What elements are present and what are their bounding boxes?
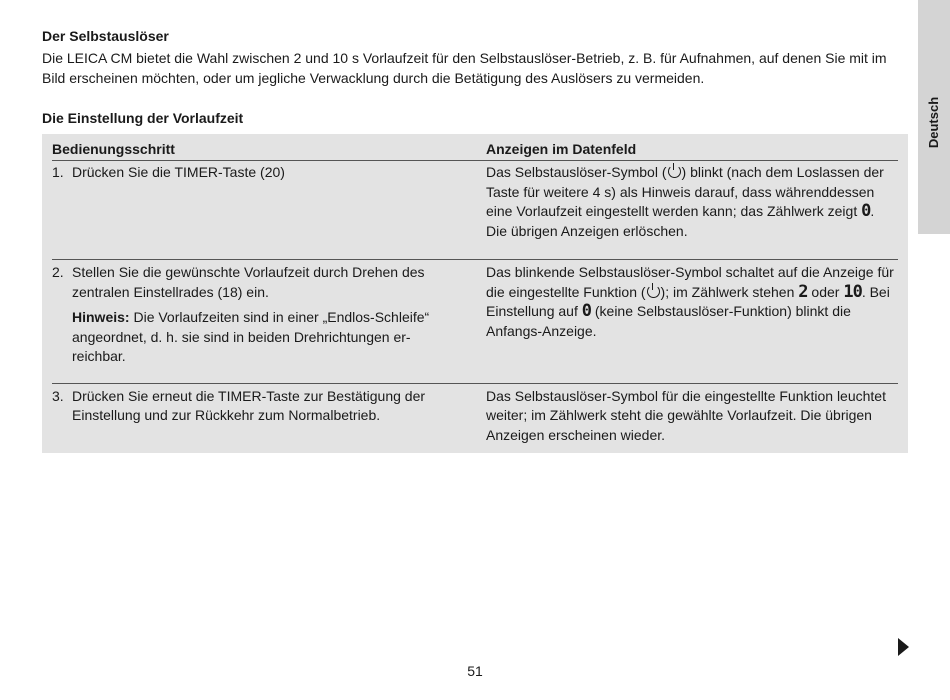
table-row	[52, 161, 898, 259]
step-text: Drücken Sie erneut die TIMER-Taste zur Bestätigung der Einstellung und zur Rückkehr zum Normalbetrieb.	[72, 387, 426, 423]
step-note	[72, 308, 448, 367]
display-text: . Die übrigen Anzeigen erlöschen.	[486, 203, 875, 239]
display-text: Das Selbstauslöser-Symbol (	[486, 164, 667, 180]
header-display: Anzeigen im Datenfeld	[486, 141, 637, 157]
self-timer-icon	[668, 165, 681, 178]
counter-digit: 10	[843, 281, 862, 302]
display-text: Das Selbstauslöser-Symbol für die eingestellte Funktion leuchtet weiter; im Zählwerk steht die gewählte Vorlaufzeit. Die übrigen Anzeigen erscheinen wieder.	[486, 387, 886, 443]
display-cell	[486, 163, 898, 241]
step-content	[72, 263, 448, 367]
main-content	[42, 26, 908, 453]
display-text: ); im Zählwerk stehen	[660, 283, 799, 300]
instruction-table	[42, 134, 908, 453]
counter-digit: 2	[798, 281, 808, 302]
self-timer-icon	[647, 285, 660, 298]
counter-digit: 0	[861, 201, 871, 221]
step-number: 3.	[52, 387, 64, 404]
display-text: ) blinkt (nach dem Loslassen der Taste für weitere 4 s) als Hinweis darauf, dass währenddessen eine Vorlaufzeit eingestellt werden kann; das Zählwerk zeigt	[486, 164, 884, 219]
display-text: . Bei Einstellung auf	[486, 283, 890, 319]
table-row	[52, 259, 898, 383]
header-step: Bedienungsschritt	[52, 141, 175, 157]
step-text: Stellen Sie die gewünschte Vorlaufzeit durch Drehen des zentralen Einstellrades (18) ein.	[72, 264, 425, 300]
counter-digit: 0	[581, 301, 591, 321]
next-page-arrow-icon	[898, 638, 909, 656]
display-text: oder	[807, 283, 844, 300]
section-intro: Die LEICA CM bietet die Wahl zwischen 2 und 10 s Vorlaufzeit für den Selbstauslöser-Betrieb, z. B. für Aufnahmen, auf denen Sie mit im Bild erscheinen möchten, oder um jegliche Verwacklung durch die Betätigung des Auslösers zu vermeiden.	[42, 50, 887, 86]
step-cell	[52, 387, 486, 446]
display-cell	[486, 263, 898, 367]
display-text: Das blinkende Selbstauslöser-Symbol schaltet auf die Anzeige für die eingestellte Funktion (	[486, 264, 894, 300]
language-tab-label-wrap	[918, 92, 950, 152]
page-number: 51	[467, 663, 483, 679]
step-number: 1.	[52, 164, 64, 180]
display-text: (keine Selbstauslöser-Funktion) blinkt die Anfangs-Anzeige.	[486, 303, 851, 339]
table-row	[52, 383, 898, 454]
subsection-title: Die Einstellung der Vorlaufzeit	[42, 110, 244, 126]
step-text: Drücken Sie die TIMER-Taste (20)	[72, 164, 285, 180]
step-cell	[52, 163, 486, 241]
step-cell	[52, 263, 486, 367]
section-title: Der Selbstauslöser	[42, 28, 169, 44]
note-label: Hinweis:	[72, 309, 130, 325]
table-header	[52, 134, 898, 161]
language-tab-label: Deutsch	[926, 96, 942, 148]
note-text: Die Vorlaufzeiten sind in einer „Endlos-Schleife“ angeordnet, d. h. sie sind in beiden Drehrichtungen erreichbar.	[72, 309, 430, 364]
step-number: 2.	[52, 264, 64, 280]
